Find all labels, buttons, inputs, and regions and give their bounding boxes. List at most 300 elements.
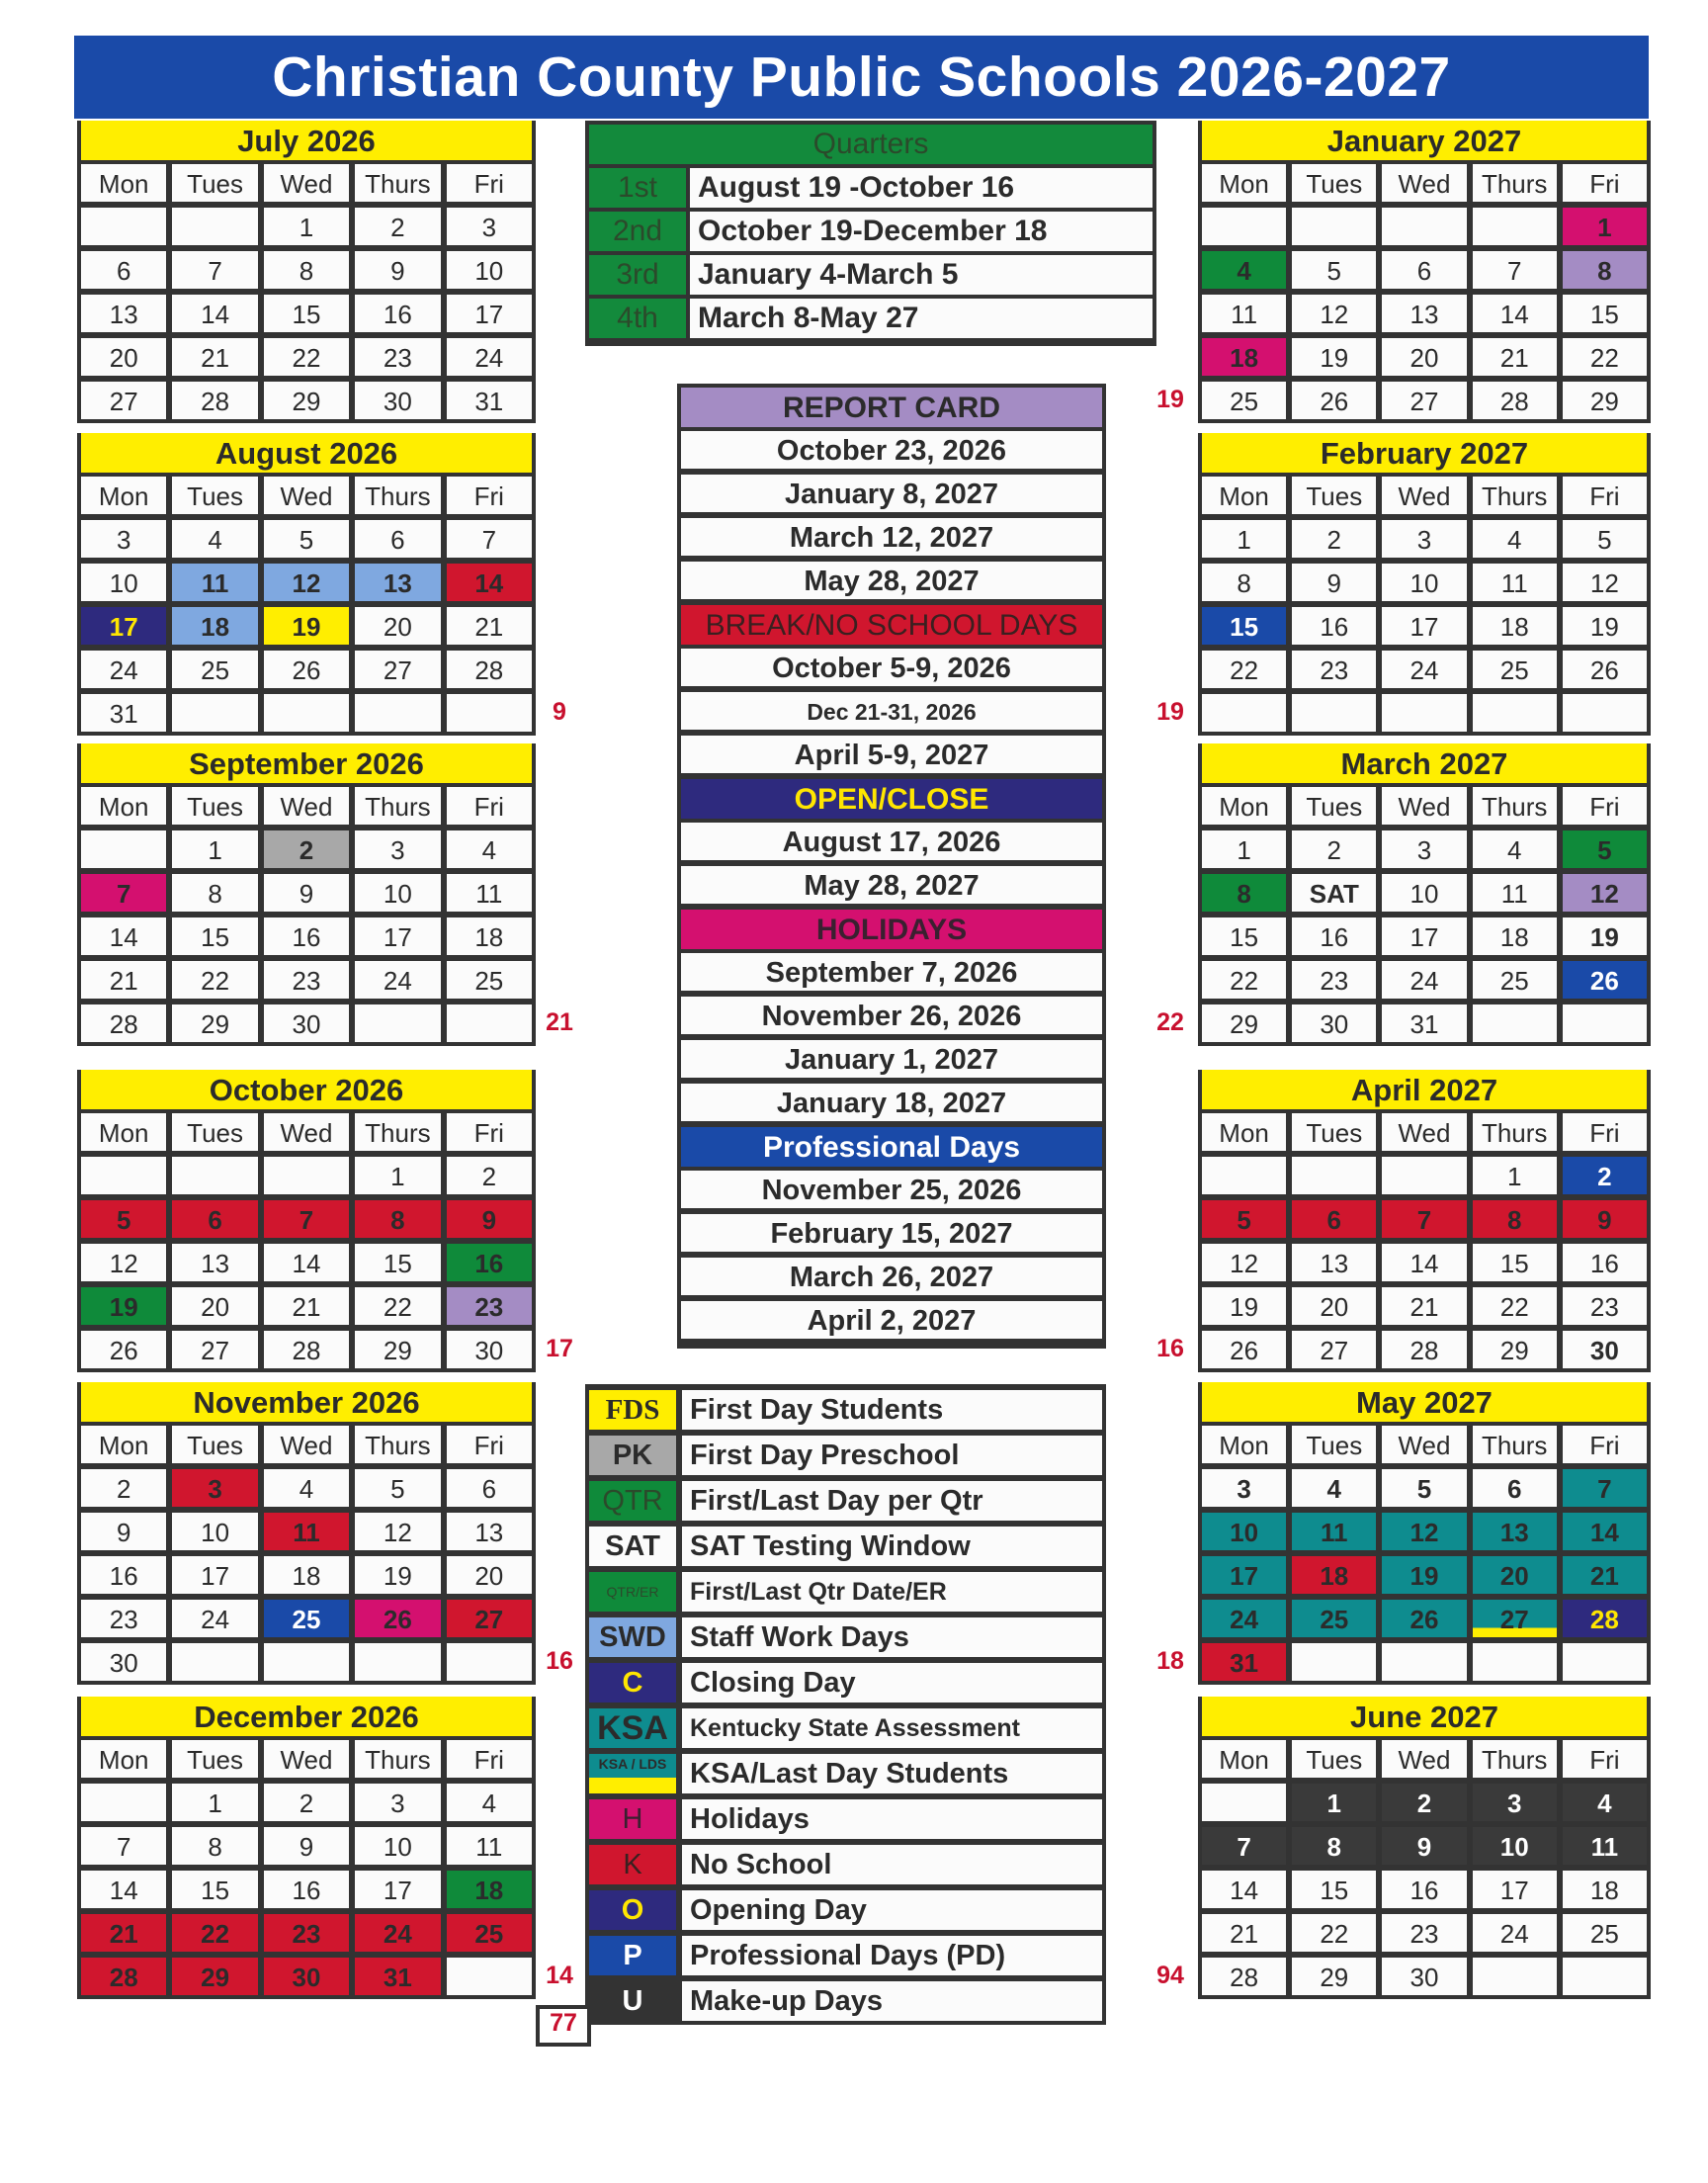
school-days-count: 9 — [553, 698, 566, 726]
day-cell: 6 — [447, 1469, 532, 1507]
day-cell: 11 — [1473, 874, 1557, 912]
day-cell: 24 — [355, 1914, 440, 1952]
weekday-header: Mon — [1202, 1740, 1286, 1778]
day-cell: 14 — [81, 1871, 166, 1908]
day-cell: 11 — [264, 1513, 349, 1550]
legend-row — [589, 1708, 1102, 1748]
day-cell: 9 — [1563, 1200, 1647, 1238]
day-cell: 7 — [81, 874, 166, 912]
weekday-header: Wed — [264, 1740, 349, 1778]
empty-day-cell — [1292, 1643, 1376, 1681]
day-cell: 22 — [1202, 651, 1286, 688]
left-total-count: 77 — [536, 2005, 591, 2047]
legend-row — [589, 1481, 1102, 1521]
day-cell: 14 — [1563, 1513, 1647, 1550]
day-cell: 23 — [1563, 1287, 1647, 1325]
page-title: Christian County Public Schools 2026-2027 — [74, 36, 1649, 119]
day-cell: 9 — [1292, 564, 1376, 601]
day-cell: 5 — [1563, 830, 1647, 868]
empty-day-cell — [1202, 694, 1286, 732]
empty-day-cell — [1563, 694, 1647, 732]
day-cell: 9 — [264, 1827, 349, 1865]
day-cell: 27 — [81, 382, 166, 419]
weekday-header: Fri — [1563, 164, 1647, 202]
weekday-header: Thurs — [1473, 1426, 1557, 1463]
day-cell: 31 — [1202, 1643, 1286, 1681]
day-cell: 10 — [172, 1513, 257, 1550]
day-cell: 29 — [1292, 1958, 1376, 1995]
month-calendar — [1198, 743, 1651, 1046]
day-cell: 21 — [447, 607, 532, 645]
day-cell: 26 — [1563, 961, 1647, 999]
empty-day-cell — [264, 1157, 349, 1194]
day-cell: 5 — [1382, 1469, 1466, 1507]
key-date: January 18, 2027 — [681, 1084, 1102, 1121]
month-calendar — [1198, 1070, 1651, 1372]
day-cell: 3 — [355, 830, 440, 868]
day-cell: 18 — [1473, 607, 1557, 645]
day-cell: 13 — [447, 1513, 532, 1550]
legend-label: Holidays — [682, 1799, 1102, 1839]
day-cell: 16 — [1563, 1244, 1647, 1281]
day-cell: 6 — [172, 1200, 257, 1238]
empty-day-cell — [1473, 1004, 1557, 1042]
empty-day-cell — [1473, 1958, 1557, 1995]
day-cell: 25 — [447, 1914, 532, 1952]
day-cell: 4 — [447, 830, 532, 868]
empty-day-cell — [172, 1643, 257, 1681]
legend-row — [589, 1390, 1102, 1430]
section-header: REPORT CARD — [681, 388, 1102, 427]
day-cell: 16 — [264, 917, 349, 955]
day-cell: 20 — [1473, 1556, 1557, 1594]
weekday-header: Tues — [172, 1426, 257, 1463]
month-title: October 2026 — [81, 1070, 532, 1109]
day-cell: 12 — [1563, 874, 1647, 912]
day-cell: 16 — [355, 295, 440, 332]
day-cell: 5 — [81, 1200, 166, 1238]
empty-day-cell — [264, 1643, 349, 1681]
school-days-count: 16 — [546, 1647, 573, 1675]
weekday-header: Mon — [1202, 1426, 1286, 1463]
day-cell: 14 — [81, 917, 166, 955]
day-cell: 14 — [1202, 1871, 1286, 1908]
day-cell: 16 — [447, 1244, 532, 1281]
day-cell: 28 — [81, 1958, 166, 1995]
day-cell: 12 — [355, 1513, 440, 1550]
empty-day-cell — [1473, 208, 1557, 245]
day-cell: 19 — [264, 607, 349, 645]
day-cell: 15 — [172, 1871, 257, 1908]
month-title: September 2026 — [81, 743, 532, 783]
day-cell: 31 — [447, 382, 532, 419]
month-calendar — [77, 1070, 536, 1372]
weekday-header: Mon — [1202, 164, 1286, 202]
day-cell: 3 — [447, 208, 532, 245]
day-cell: 13 — [1292, 1244, 1376, 1281]
day-cell: 19 — [1202, 1287, 1286, 1325]
empty-day-cell — [447, 1004, 532, 1042]
day-cell: 9 — [447, 1200, 532, 1238]
day-cell: 2 — [264, 1784, 349, 1821]
weekday-header: Thurs — [355, 1426, 440, 1463]
weekday-header: Fri — [1563, 1740, 1647, 1778]
day-cell: 23 — [264, 1914, 349, 1952]
day-cell: 12 — [1563, 564, 1647, 601]
day-cell: 17 — [1382, 917, 1466, 955]
day-cell: 8 — [355, 1200, 440, 1238]
day-cell: 31 — [355, 1958, 440, 1995]
weekday-header: Mon — [81, 164, 166, 202]
weekday-header: Tues — [172, 164, 257, 202]
day-cell: 6 — [355, 520, 440, 558]
day-cell: 11 — [1292, 1513, 1376, 1550]
day-cell: 18 — [447, 917, 532, 955]
school-days-count: 19 — [1156, 386, 1184, 413]
weekday-header: Thurs — [355, 164, 440, 202]
day-cell: 16 — [1292, 607, 1376, 645]
day-cell: 4 — [447, 1784, 532, 1821]
day-cell: 14 — [172, 295, 257, 332]
day-cell: 2 — [1292, 520, 1376, 558]
weekday-header: Thurs — [1473, 477, 1557, 514]
legend-code: SAT — [589, 1527, 676, 1566]
day-cell: 1 — [1292, 1784, 1376, 1821]
empty-day-cell — [447, 1958, 532, 1995]
day-cell: 21 — [1563, 1556, 1647, 1594]
day-cell: 2 — [81, 1469, 166, 1507]
day-cell: 7 — [447, 520, 532, 558]
day-cell: 9 — [264, 874, 349, 912]
key-date: September 7, 2026 — [681, 953, 1102, 991]
day-cell: 24 — [355, 961, 440, 999]
day-cell: 24 — [172, 1600, 257, 1637]
day-cell: 6 — [1292, 1200, 1376, 1238]
day-cell: 3 — [1382, 520, 1466, 558]
legend-code: PK — [589, 1436, 676, 1475]
day-cell: 1 — [172, 830, 257, 868]
quarter-row — [589, 168, 1153, 208]
weekday-header: Fri — [447, 164, 532, 202]
empty-day-cell — [355, 694, 440, 732]
day-cell: 2 — [264, 830, 349, 868]
weekday-header: Mon — [81, 1113, 166, 1151]
month-calendar — [1198, 433, 1651, 736]
day-cell: 25 — [172, 651, 257, 688]
day-cell: 22 — [172, 961, 257, 999]
day-cell: 11 — [447, 874, 532, 912]
weekday-header: Wed — [1382, 164, 1466, 202]
day-cell: 8 — [172, 1827, 257, 1865]
month-title: February 2027 — [1202, 433, 1647, 473]
day-cell: 7 — [1382, 1200, 1466, 1238]
day-cell: 10 — [355, 874, 440, 912]
day-cell: 13 — [1473, 1513, 1557, 1550]
weekday-header: Tues — [1292, 1740, 1376, 1778]
day-cell: 16 — [1382, 1871, 1466, 1908]
month-calendar — [77, 1697, 536, 1999]
weekday-header: Tues — [172, 477, 257, 514]
weekday-header: Thurs — [355, 1740, 440, 1778]
legend-row — [589, 1663, 1102, 1703]
weekday-header: Thurs — [1473, 1740, 1557, 1778]
weekday-header: Thurs — [355, 1113, 440, 1151]
day-cell: 22 — [355, 1287, 440, 1325]
day-cell: 4 — [1473, 830, 1557, 868]
empty-day-cell — [172, 1157, 257, 1194]
weekday-header: Tues — [1292, 164, 1376, 202]
section-header: HOLIDAYS — [681, 910, 1102, 949]
quarter-label: 1st — [589, 168, 686, 208]
weekday-header: Tues — [1292, 1426, 1376, 1463]
weekday-header: Fri — [1563, 1113, 1647, 1151]
month-title: August 2026 — [81, 433, 532, 473]
legend-code: QTR — [589, 1481, 676, 1521]
day-cell: 10 — [81, 564, 166, 601]
weekday-header: Wed — [1382, 1426, 1466, 1463]
day-cell: 25 — [1202, 382, 1286, 419]
day-cell: 1 — [1563, 208, 1647, 245]
day-cell: 24 — [1202, 1600, 1286, 1637]
day-cell: 29 — [1473, 1331, 1557, 1368]
day-cell: 27 — [447, 1600, 532, 1637]
day-cell: 31 — [81, 694, 166, 732]
day-cell: 10 — [1202, 1513, 1286, 1550]
weekday-header: Wed — [264, 477, 349, 514]
empty-day-cell — [1202, 1157, 1286, 1194]
day-cell: 21 — [1473, 338, 1557, 376]
weekday-header: Mon — [1202, 1113, 1286, 1151]
school-days-count: 19 — [1156, 698, 1184, 726]
day-cell: 15 — [1202, 607, 1286, 645]
quarter-row — [589, 255, 1153, 295]
day-cell: 21 — [1202, 1914, 1286, 1952]
quarter-range: October 19-December 18 — [690, 212, 1153, 251]
day-cell: 25 — [1292, 1600, 1376, 1637]
quarter-row — [589, 299, 1153, 338]
day-cell: 5 — [355, 1469, 440, 1507]
legend-label: First/Last Day per Qtr — [682, 1481, 1102, 1521]
day-cell: 28 — [81, 1004, 166, 1042]
weekday-header: Wed — [1382, 1740, 1466, 1778]
legend-code: KSA — [589, 1708, 676, 1748]
month-title: June 2027 — [1202, 1697, 1647, 1736]
month-title: December 2026 — [81, 1697, 532, 1736]
month-calendar — [77, 121, 536, 423]
day-cell: 7 — [172, 251, 257, 289]
weekday-header: Fri — [447, 1426, 532, 1463]
section-header: Professional Days — [681, 1127, 1102, 1167]
empty-day-cell — [1292, 694, 1376, 732]
key-date: April 2, 2027 — [681, 1301, 1102, 1339]
key-date: January 1, 2027 — [681, 1040, 1102, 1078]
day-cell: 30 — [1563, 1331, 1647, 1368]
legend-code: H — [589, 1799, 676, 1839]
day-cell: 29 — [172, 1004, 257, 1042]
legend-label: Staff Work Days — [682, 1617, 1102, 1657]
month-grid — [81, 1426, 532, 1681]
month-grid — [1202, 1113, 1647, 1368]
empty-day-cell — [1382, 1157, 1466, 1194]
day-cell: 15 — [1202, 917, 1286, 955]
weekday-header: Wed — [264, 1113, 349, 1151]
legend-label: First Day Students — [682, 1390, 1102, 1430]
day-cell: 6 — [1473, 1469, 1557, 1507]
empty-day-cell — [1202, 1784, 1286, 1821]
day-cell: 2 — [355, 208, 440, 245]
legend-label: Make-up Days — [682, 1981, 1102, 2021]
day-cell: 21 — [264, 1287, 349, 1325]
day-cell: 29 — [355, 1331, 440, 1368]
day-cell: 15 — [172, 917, 257, 955]
day-cell: 2 — [447, 1157, 532, 1194]
day-cell: 28 — [1382, 1331, 1466, 1368]
legend-row — [589, 1936, 1102, 1975]
day-cell: 3 — [1382, 830, 1466, 868]
day-cell: 3 — [355, 1784, 440, 1821]
day-cell: 30 — [355, 382, 440, 419]
key-date: March 26, 2027 — [681, 1258, 1102, 1295]
day-cell: 22 — [1473, 1287, 1557, 1325]
school-days-count: 22 — [1156, 1008, 1184, 1036]
day-cell: 24 — [1382, 651, 1466, 688]
month-calendar — [77, 433, 536, 736]
weekday-header: Tues — [172, 1113, 257, 1151]
day-cell: 5 — [1202, 1200, 1286, 1238]
key-date: October 23, 2026 — [681, 431, 1102, 469]
day-cell: 4 — [1292, 1469, 1376, 1507]
day-cell: 18 — [264, 1556, 349, 1594]
month-grid — [81, 1740, 532, 1995]
day-cell: 22 — [1202, 961, 1286, 999]
day-cell: 24 — [1382, 961, 1466, 999]
day-cell: 16 — [264, 1871, 349, 1908]
day-cell: 23 — [1292, 961, 1376, 999]
day-cell: 24 — [447, 338, 532, 376]
school-days-count: 18 — [1156, 1647, 1184, 1675]
weekday-header: Wed — [1382, 1113, 1466, 1151]
quarter-row — [589, 212, 1153, 251]
empty-day-cell — [81, 1157, 166, 1194]
day-cell: 9 — [81, 1513, 166, 1550]
month-grid — [81, 787, 532, 1042]
day-cell: 11 — [447, 1827, 532, 1865]
day-cell: 13 — [355, 564, 440, 601]
key-dates-panel — [677, 384, 1106, 1349]
day-cell: 8 — [1563, 251, 1647, 289]
day-cell: 23 — [81, 1600, 166, 1637]
legend-label: No School — [682, 1845, 1102, 1884]
day-cell: 7 — [1202, 1827, 1286, 1865]
weekday-header: Mon — [1202, 787, 1286, 825]
quarter-range: August 19 -October 16 — [690, 168, 1153, 208]
quarters-table — [585, 121, 1156, 346]
day-cell: 27 — [1292, 1331, 1376, 1368]
legend-label: First/Last Qtr Date/ER — [682, 1572, 1102, 1612]
day-cell: 1 — [355, 1157, 440, 1194]
empty-day-cell — [81, 1784, 166, 1821]
day-cell: 13 — [1382, 295, 1466, 332]
day-cell: 17 — [81, 607, 166, 645]
day-cell: 25 — [1563, 1914, 1647, 1952]
day-cell: 27 — [172, 1331, 257, 1368]
weekday-header: Wed — [1382, 477, 1466, 514]
empty-day-cell — [1563, 1643, 1647, 1681]
empty-day-cell — [81, 208, 166, 245]
day-cell: 15 — [1563, 295, 1647, 332]
day-cell: 17 — [1382, 607, 1466, 645]
empty-day-cell — [1382, 208, 1466, 245]
day-cell: 16 — [81, 1556, 166, 1594]
day-cell: 27 — [1473, 1600, 1557, 1637]
month-calendar — [77, 1382, 536, 1685]
day-cell: 4 — [1473, 520, 1557, 558]
legend-row — [589, 1617, 1102, 1657]
weekday-header: Thurs — [1473, 787, 1557, 825]
day-cell: 29 — [1202, 1004, 1286, 1042]
legend-row — [589, 1981, 1102, 2021]
month-grid — [1202, 164, 1647, 419]
day-cell: 2 — [1292, 830, 1376, 868]
empty-day-cell — [447, 694, 532, 732]
day-cell: 30 — [1382, 1958, 1466, 1995]
day-cell: 12 — [81, 1244, 166, 1281]
legend-code: C — [589, 1663, 676, 1703]
quarter-range: March 8-May 27 — [690, 299, 1153, 338]
day-cell: 23 — [355, 338, 440, 376]
empty-day-cell — [355, 1004, 440, 1042]
day-cell: 26 — [1563, 651, 1647, 688]
weekday-header: Fri — [447, 787, 532, 825]
legend-label: SAT Testing Window — [682, 1527, 1102, 1566]
weekday-header: Tues — [1292, 477, 1376, 514]
day-cell: 26 — [1202, 1331, 1286, 1368]
day-cell: 17 — [1202, 1556, 1286, 1594]
month-calendar — [77, 743, 536, 1046]
day-cell: 19 — [355, 1556, 440, 1594]
day-cell: 22 — [172, 1914, 257, 1952]
section-header: BREAK/NO SCHOOL DAYS — [681, 605, 1102, 645]
quarter-label: 2nd — [589, 212, 686, 251]
weekday-header: Thurs — [355, 477, 440, 514]
day-cell: 14 — [447, 564, 532, 601]
day-cell: 21 — [1382, 1287, 1466, 1325]
day-cell: 28 — [1202, 1958, 1286, 1995]
weekday-header: Tues — [172, 787, 257, 825]
month-grid — [1202, 1426, 1647, 1681]
key-date: May 28, 2027 — [681, 562, 1102, 599]
day-cell: 12 — [264, 564, 349, 601]
month-title: May 2027 — [1202, 1382, 1647, 1422]
day-cell: 29 — [264, 382, 349, 419]
legend-row — [589, 1436, 1102, 1475]
legend-label: Closing Day — [682, 1663, 1102, 1703]
key-date: Dec 21-31, 2026 — [681, 692, 1102, 730]
day-cell: 27 — [355, 651, 440, 688]
legend — [585, 1384, 1106, 2025]
quarters-header: Quarters — [589, 125, 1153, 164]
day-cell: 30 — [447, 1331, 532, 1368]
legend-code: O — [589, 1890, 676, 1930]
school-days-count: 14 — [546, 1962, 573, 1989]
weekday-header: Fri — [1563, 477, 1647, 514]
day-cell: 18 — [1473, 917, 1557, 955]
day-cell: 14 — [1382, 1244, 1466, 1281]
day-cell: 8 — [1473, 1200, 1557, 1238]
day-cell: 3 — [1473, 1784, 1557, 1821]
key-date: October 5-9, 2026 — [681, 649, 1102, 686]
day-cell: 8 — [1202, 874, 1286, 912]
